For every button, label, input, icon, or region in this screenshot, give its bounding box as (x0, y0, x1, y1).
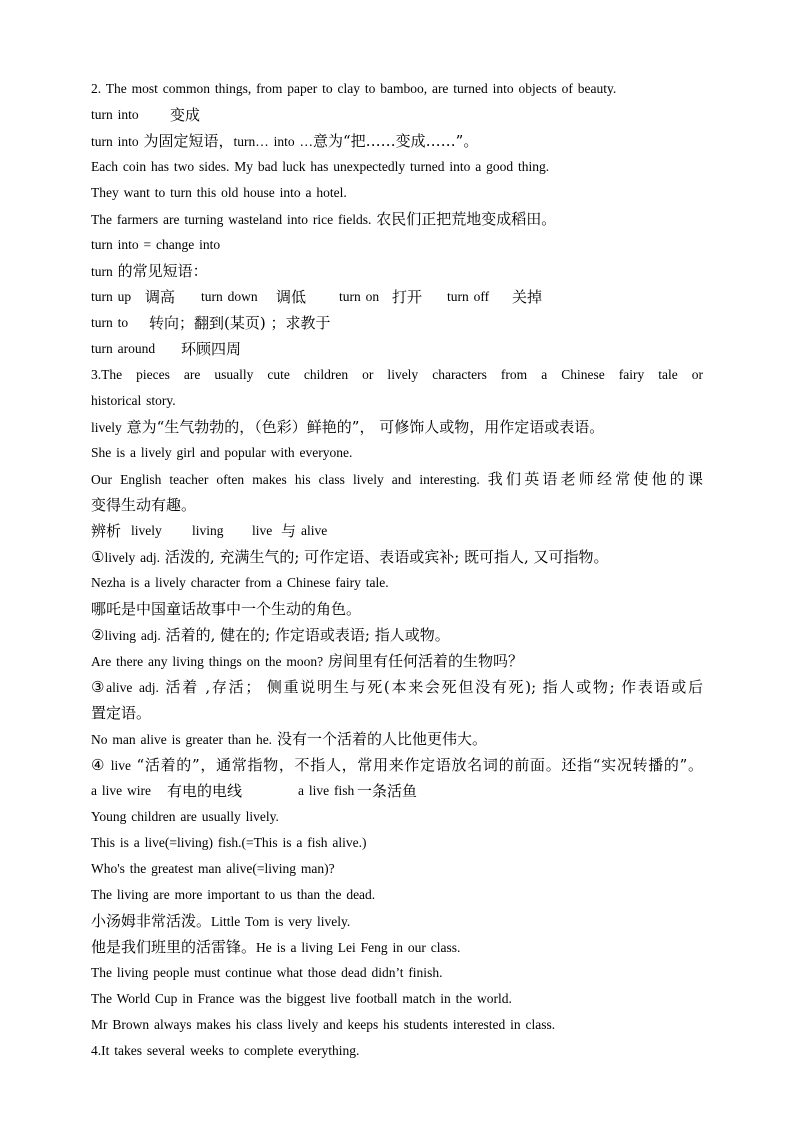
english-text: The living people must continue what those dead didn’t finish. (91, 965, 443, 980)
example-sentence (91, 440, 703, 466)
chinese-text: 意为“把……变成……”。 (313, 132, 479, 150)
chinese-translation: 房间里有任何活着的生物吗？ (327, 652, 523, 670)
chinese-text: 变成 (170, 106, 201, 124)
circled-number: ① (91, 548, 105, 566)
english-text: lively adj. (104, 550, 165, 565)
english-translation: He is a living Lei Feng in our class. (256, 940, 461, 955)
english-text: turn down (201, 289, 258, 304)
definition-lively (91, 544, 703, 570)
chinese-text: 为固定短语， (143, 132, 234, 150)
point-3-sentence (91, 362, 703, 388)
english-text: turn into (91, 107, 139, 122)
english-text: This is a live(=living) fish.(=This is a fish alive.) (91, 835, 367, 850)
definition-alive-cont (91, 700, 703, 726)
english-text: turn on (339, 289, 380, 304)
point-2-sentence (91, 76, 703, 102)
english-text: live (105, 758, 137, 773)
example-sentence (91, 882, 703, 908)
example-sentence (91, 934, 703, 960)
chinese-translation: 农民们正把荒地变成稻田。 (376, 210, 557, 228)
circled-number: ④ (91, 756, 106, 774)
example-translation (91, 596, 703, 622)
phrase-list-turn (91, 284, 703, 310)
english-text: turn into = change into (91, 237, 221, 252)
circled-number: ② (91, 626, 105, 644)
english-text: alive (301, 523, 328, 538)
english-text: She is a lively girl and popular with everyone. (91, 445, 353, 460)
example-sentence (91, 960, 703, 986)
subheading-turn-phrases (91, 258, 703, 284)
chinese-translation: 哪吒是中国童话故事中一个生动的角色。 (91, 600, 362, 618)
english-text: turn to (91, 315, 129, 330)
english-text: turn around (91, 341, 156, 356)
chinese-text: 有电的电线 (167, 782, 243, 800)
definition-live (91, 752, 703, 778)
example-sentence-cont (91, 492, 703, 518)
english-text: alive adj. (106, 680, 166, 695)
english-text: turn off (447, 289, 490, 304)
english-translation: Little Tom is very lively. (211, 914, 351, 929)
document-body (91, 76, 703, 1064)
chinese-text: 调高 (145, 288, 176, 306)
english-text: lively (91, 420, 127, 435)
example-sentence (91, 648, 703, 674)
chinese-text: 活着 ,存活； 侧重说明生与死(本来会死但没有死); 指人或物; 作表语或后 (165, 678, 704, 696)
english-text: historical story. (91, 393, 176, 408)
example-sentence (91, 986, 703, 1012)
english-text: The living are more important to us than the dead. (91, 887, 376, 902)
chinese-text: 转向；翻到(某页) ；求教于 (149, 314, 331, 332)
example-sentence (91, 908, 703, 934)
english-text: turn up (91, 289, 132, 304)
phrase-turn-around (91, 336, 703, 362)
english-text: Nezha is a lively character from a Chinese fairy tale. (91, 575, 389, 590)
point-4-sentence (91, 1038, 703, 1064)
synonym-note (91, 232, 703, 258)
example-sentence (91, 570, 703, 596)
chinese-text: 置定语。 (91, 704, 152, 722)
chinese-text: 环顾四周 (181, 340, 242, 358)
example-sentence (91, 466, 703, 492)
chinese-text: 一条活鱼 (357, 782, 418, 800)
english-text: lively (131, 523, 162, 538)
english-text: Young children are usually lively. (91, 809, 279, 824)
example-sentence (91, 856, 703, 882)
phrase-examples-live (91, 778, 703, 804)
chinese-text: 他是我们班里的活雷锋。 (91, 938, 257, 956)
subheading-comparison (91, 518, 703, 544)
example-sentence (91, 1012, 703, 1038)
example-sentence (91, 206, 703, 232)
example-sentence (91, 830, 703, 856)
chinese-text: 的常见短语： (117, 262, 208, 280)
chinese-translation: 没有一个活着的人比他更伟大。 (276, 730, 487, 748)
english-text: Our English teacher often makes his class lively and interesting. (91, 472, 488, 487)
english-text: Are there any living things on the moon? (91, 654, 328, 669)
example-sentence (91, 180, 703, 206)
chinese-text: “活着的”，通常指物，不指人，常用来作定语放名词的前面。还指“实况转播的”。 (136, 756, 703, 774)
english-text: The World Cup in France was the biggest live football match in the world. (91, 991, 512, 1006)
phrase-turn-to (91, 310, 703, 336)
english-text: Mr Brown always makes his class lively and keeps his students interested in class. (91, 1017, 556, 1032)
chinese-translation: 变得生动有趣。 (91, 496, 197, 514)
english-text: turn… into … (233, 134, 314, 149)
english-text: They want to turn this old house into a hotel. (91, 185, 347, 200)
chinese-text: 关掉 (512, 288, 543, 306)
english-text: Who's the greatest man alive(=living man)? (91, 861, 335, 876)
chinese-text: 调低 (276, 288, 307, 306)
english-text: 3.The pieces are usually cute children or lively characters from a Chinese fairy tale or (91, 367, 703, 382)
definition-alive (91, 674, 703, 700)
chinese-text: 小汤姆非常活泼。 (91, 912, 212, 930)
usage-note-turn-into (91, 128, 703, 154)
chinese-text: 与 (281, 522, 297, 540)
english-text: a live wire (91, 783, 151, 798)
example-sentence (91, 154, 703, 180)
point-3-sentence-cont (91, 388, 703, 414)
english-text: Each coin has two sides. My bad luck has unexpectedly turned into a good thing. (91, 159, 550, 174)
english-text: living (192, 523, 224, 538)
english-text: 2. The most common things, from paper to clay to bamboo, are turned into objects of beauty. (91, 81, 617, 96)
example-sentence (91, 726, 703, 752)
definition-living (91, 622, 703, 648)
english-text: turn into (91, 134, 144, 149)
english-text: live (252, 523, 273, 538)
chinese-text: 活着的, 健在的; 作定语或表语; 指人或物。 (165, 626, 450, 644)
circled-number: ③ (91, 678, 107, 696)
english-text: 4.It takes several weeks to complete everything. (91, 1043, 360, 1058)
english-text: a live fish (298, 783, 355, 798)
english-text: living adj. (104, 628, 166, 643)
chinese-text: 活泼的, 充满生气的; 可作定语、表语或宾补; 既可指人, 又可指物。 (164, 548, 609, 566)
usage-note-lively (91, 414, 703, 440)
english-text: turn (91, 264, 118, 279)
chinese-text: 打开 (392, 288, 423, 306)
english-text: No man alive is greater than he. (91, 732, 277, 747)
chinese-text: 意为“生气勃勃的，（色彩）鲜艳的”， 可修饰人或物，用作定语或表语。 (126, 418, 605, 436)
chinese-text: 辨析 (91, 522, 122, 540)
phrase-turn-into (91, 102, 703, 128)
chinese-translation: 我们英语老师经常使他的课 (487, 470, 703, 488)
english-text: The farmers are turning wasteland into rice fields. (91, 212, 377, 227)
example-sentence (91, 804, 703, 830)
